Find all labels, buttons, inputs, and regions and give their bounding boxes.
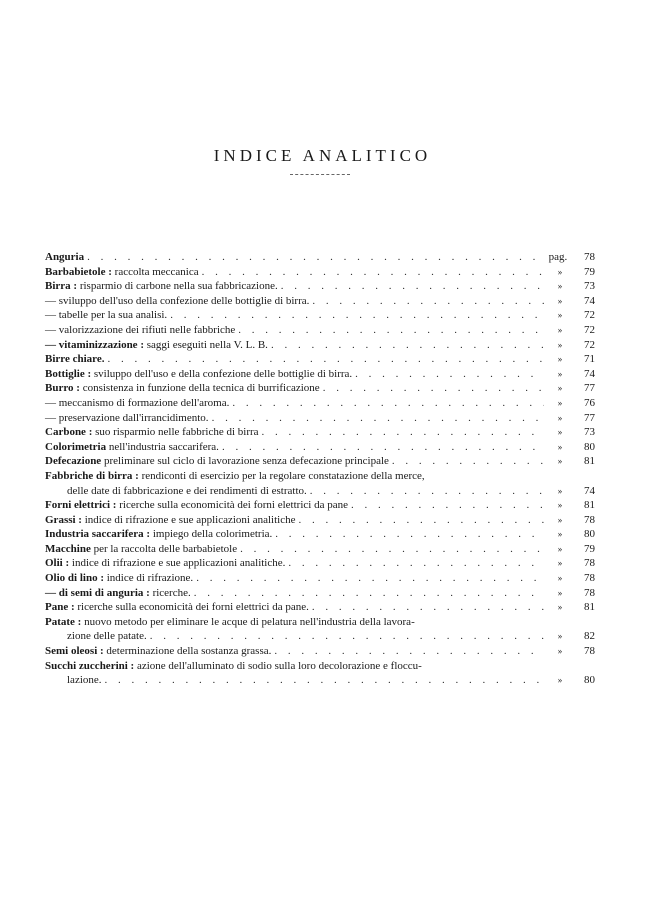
leader-dots [262, 425, 544, 440]
leader-dots [240, 542, 544, 557]
index-entry-line [45, 542, 595, 557]
leader-dots [288, 556, 544, 571]
index-entry [45, 323, 595, 338]
index-heading: — di semi di anguria : [45, 586, 150, 599]
index-entry [45, 513, 595, 528]
index-entry [45, 644, 595, 659]
index-heading: Patate : [45, 615, 82, 628]
index-entry-line [45, 586, 595, 601]
page-marker: » [557, 281, 563, 292]
index-heading: Pane : [45, 601, 75, 614]
page-marker: » [557, 646, 563, 657]
page-marker: » [557, 514, 563, 525]
leader-dots [312, 294, 544, 309]
leader-dots [281, 279, 544, 294]
index-entry [45, 396, 595, 411]
index-description: saggi eseguiti nella V. L. B. [143, 338, 268, 351]
index-entry-line [45, 294, 595, 309]
page-marker: » [557, 529, 563, 540]
index-entry-line [45, 644, 595, 659]
page-number: 80 [584, 440, 595, 453]
index-entry-line [45, 498, 595, 513]
index-heading: Bottiglie : [45, 367, 92, 380]
page-number: 74 [584, 367, 595, 380]
index-heading: Burro : [45, 382, 80, 395]
page-number: 72 [584, 309, 595, 322]
leader-dots [232, 396, 544, 411]
index-entry [45, 571, 595, 586]
index-entry [45, 294, 595, 309]
index-description: ricerche. [149, 586, 191, 599]
index-description: azione dell'alluminato di sodio sulla loro decolorazione e floccu- [134, 659, 422, 672]
index-description: rendiconti di esercizio per la regolare constatazione della merce, [138, 469, 425, 482]
index-description: raccolta meccanica [111, 265, 199, 278]
index-heading: Forni elettrici : [45, 499, 117, 512]
index-entry-continuation [45, 629, 595, 644]
index-entry [45, 556, 595, 571]
page-number: 74 [584, 484, 595, 497]
index-entry-line [45, 615, 595, 630]
leader-dots [170, 308, 544, 323]
leader-dots [105, 673, 544, 688]
page-marker: » [557, 368, 563, 379]
index-heading: — vitaminizzazione : [45, 338, 144, 351]
leader-dots [202, 265, 544, 280]
leader-dots [310, 484, 544, 499]
page-marker: » [557, 573, 563, 584]
page-number: 78 [584, 513, 595, 526]
index-entry-line [45, 411, 595, 426]
index-entry-line [45, 425, 595, 440]
index-entry-line [45, 323, 595, 338]
leader-dots [271, 338, 544, 353]
page-number: 78 [584, 586, 595, 599]
index-entry-line [45, 600, 595, 615]
page-number: 73 [584, 280, 595, 293]
index-entry-line [45, 396, 595, 411]
index-entry [45, 411, 595, 426]
index-entry [45, 454, 595, 469]
page-number: 79 [584, 542, 595, 555]
page-number: 82 [584, 630, 595, 643]
index-description: determinazione della sostanza grassa. [103, 645, 272, 658]
index-entry [45, 615, 595, 644]
index-description: nuovo metodo per eliminare le acque di pelatura nell'industria della lavora- [81, 615, 415, 628]
page-marker: » [557, 441, 563, 452]
index-entry-line [45, 250, 595, 265]
page-marker: » [557, 383, 563, 394]
leader-dots [222, 440, 544, 455]
index-description: ricerche sulla economicità dei forni elettrici da pane. [74, 601, 309, 614]
index-entry-line [45, 513, 595, 528]
page-marker: » [557, 456, 563, 467]
title-divider [290, 174, 350, 176]
page-number: 78 [584, 251, 595, 263]
leader-dots [275, 527, 544, 542]
index-entry [45, 352, 595, 367]
page-marker: » [557, 587, 563, 598]
index-entry-line [45, 556, 595, 571]
index-entry [45, 498, 595, 513]
page-marker: » [557, 558, 563, 569]
index-entry-line [45, 338, 595, 353]
page-number: 78 [584, 572, 595, 585]
index-description: suo risparmio nelle fabbriche di birra [92, 426, 259, 439]
page-marker: » [557, 295, 563, 306]
index-entry-line [45, 659, 595, 674]
index-entry [45, 367, 595, 382]
index-entry-line [45, 440, 595, 455]
index-entry [45, 469, 595, 498]
index-entry-line [45, 352, 595, 367]
page-number: 80 [584, 528, 595, 541]
index-entry-line [45, 527, 595, 542]
index-description: consistenza in funzione della tecnica di burrificazione [79, 382, 320, 395]
index-entry-line [45, 571, 595, 586]
index-heading: Colorimetria [45, 440, 107, 453]
analytic-index [45, 250, 595, 688]
index-entry [45, 338, 595, 353]
index-entry [45, 425, 595, 440]
page-marker: » [557, 324, 563, 335]
leader-dots [196, 571, 544, 586]
leader-dots [392, 454, 544, 469]
leader-dots [194, 586, 544, 601]
index-description: per la raccolta delle barbabietole [90, 542, 238, 555]
index-entry [45, 542, 595, 557]
leader-dots [323, 381, 544, 396]
page-number: 72 [584, 323, 595, 336]
page-marker: » [557, 310, 563, 321]
page-number: 78 [584, 645, 595, 658]
page-marker: pag. [548, 251, 568, 263]
index-entry-line [45, 469, 595, 484]
index-description: impiego della colorimetria. [150, 528, 273, 541]
index-entry [45, 250, 595, 265]
leader-dots [274, 644, 544, 659]
leader-dots [298, 513, 544, 528]
page-number: 72 [584, 338, 595, 351]
index-entry [45, 527, 595, 542]
index-description: lazione. [67, 674, 102, 687]
index-description: indice di rifrazione e sue applicazioni analitiche. [69, 557, 286, 570]
page-marker: » [557, 543, 563, 554]
index-entry-line [45, 381, 595, 396]
leader-dots [351, 498, 544, 513]
page-number: 79 [584, 265, 595, 278]
index-entry [45, 659, 595, 688]
index-heading: Succhi zuccherini : [45, 659, 135, 672]
index-heading: Fabbriche di birra : [45, 469, 139, 482]
index-entry-continuation [45, 484, 595, 499]
index-heading: Birre chiare. [45, 353, 105, 366]
page-title: INDICE ANALITICO [213, 146, 432, 165]
index-description: — preservazione dall'irrancidimento. [45, 411, 209, 424]
index-description: nell'industria saccarifera. [106, 440, 219, 453]
index-entry [45, 381, 595, 396]
index-heading: Barbabietole : [45, 265, 112, 278]
page-number: 77 [584, 382, 595, 395]
leader-dots [355, 367, 544, 382]
page-number: 80 [584, 674, 595, 687]
index-entry-line [45, 367, 595, 382]
page-number: 78 [584, 557, 595, 570]
index-heading: Birra : [45, 280, 78, 293]
page-number: 76 [584, 396, 595, 409]
page-marker: » [557, 602, 563, 613]
page-marker: » [557, 412, 563, 423]
index-heading: Industria saccarifera : [45, 528, 151, 541]
index-heading: Semi oleosi : [45, 645, 104, 658]
index-heading: Defecazione [45, 455, 102, 468]
index-description: ricerche sulla economicità dei forni elettrici da pane [116, 499, 348, 512]
index-description: — valorizzazione dei rifiuti nelle fabbriche [45, 323, 236, 336]
page-number: 71 [584, 353, 595, 366]
index-description: zione delle patate. [67, 630, 147, 643]
index-description: preliminare sul ciclo di lavorazione senza defecazione principale [101, 455, 389, 468]
leader-dots [150, 629, 544, 644]
page-number: 81 [584, 601, 595, 614]
page-marker: » [557, 485, 563, 496]
page-number: 73 [584, 426, 595, 439]
index-description: risparmio di carbone nella sua fabbricazione. [77, 280, 278, 293]
leader-dots [238, 323, 544, 338]
index-entry [45, 308, 595, 323]
page-number: 81 [584, 455, 595, 468]
page-marker: » [557, 354, 563, 365]
page-marker: » [557, 631, 563, 642]
index-description: indice di rifrazione. [104, 572, 194, 585]
index-entry-continuation [45, 673, 595, 688]
index-heading: Carbone : [45, 426, 93, 439]
index-description: indice di rifrazione e sue applicazioni analitiche [81, 513, 296, 526]
page-marker: » [557, 427, 563, 438]
leader-dots [87, 250, 540, 265]
leader-dots [107, 352, 544, 367]
index-entry-line [45, 265, 595, 280]
page-number: 77 [584, 411, 595, 424]
index-description: delle date di fabbricazione e dei rendimenti di estratto. [67, 484, 307, 497]
index-entry [45, 265, 595, 280]
index-description: — tabelle per la sua analisi. [45, 309, 168, 322]
index-entry-line [45, 279, 595, 294]
page-marker: » [557, 397, 563, 408]
page-marker: » [557, 339, 563, 350]
index-entry-line [45, 454, 595, 469]
leader-dots [312, 600, 544, 615]
index-entry [45, 586, 595, 601]
leader-dots [212, 411, 544, 426]
page-number: 74 [584, 294, 595, 307]
index-heading: Olio di lino : [45, 572, 104, 585]
index-description: — sviluppo dell'uso della confezione delle bottiglie di birra. [45, 294, 310, 307]
index-description: sviluppo dell'uso e della confezione delle bottiglie di birra. [91, 367, 353, 380]
index-entry-line [45, 308, 595, 323]
index-heading: Macchine [45, 542, 91, 555]
index-heading: Grassi : [45, 513, 82, 526]
index-heading: Anguria [45, 251, 85, 263]
index-entry [45, 600, 595, 615]
index-entry [45, 440, 595, 455]
index-description: — meccanismo di formazione dell'aroma. [45, 396, 230, 409]
page-marker: » [557, 675, 563, 686]
page-marker: » [557, 266, 563, 277]
index-entry [45, 279, 595, 294]
page-marker: » [557, 500, 563, 511]
page-number: 81 [584, 499, 595, 512]
index-heading: Olii : [45, 557, 70, 570]
